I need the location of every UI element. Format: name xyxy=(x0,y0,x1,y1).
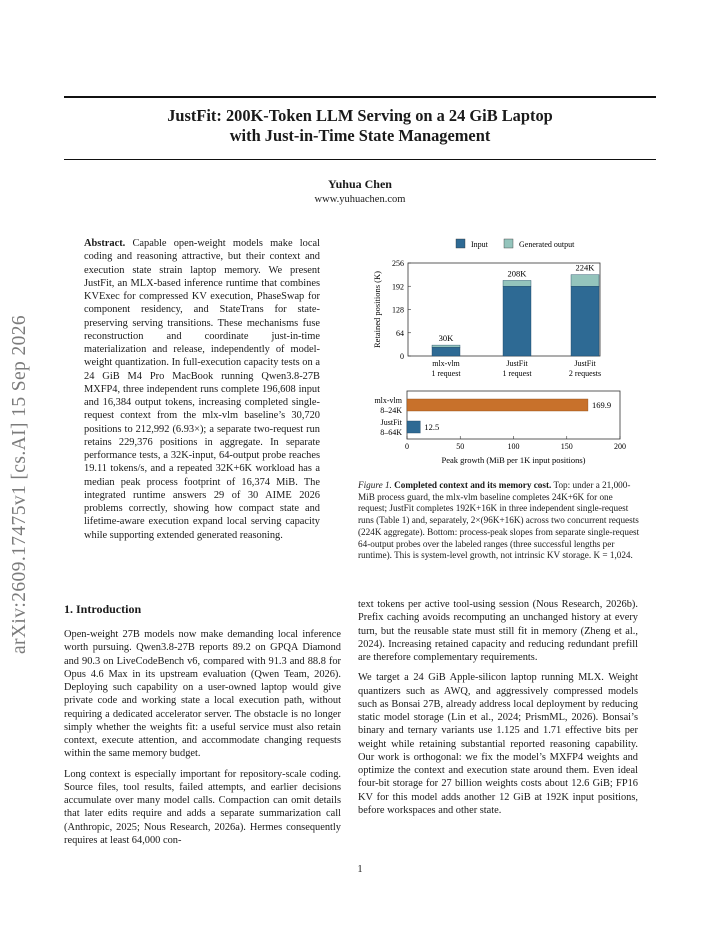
bottom-x-axis-label: Peak growth (MiB per 1K input positions) xyxy=(441,455,586,465)
intro-paragraph-2: Long context is especially important for repository-scale coding. Source files, tool results, failed attempts, and earlier decisions accumulate over many model calls. Compaction can omit details that later edits require and adds a separate summarization call (Anthropic, 2025; Nous Research, 2026a). Hermes consequently requires at least 64,000 con- xyxy=(64,768,341,846)
figure-caption-title: Completed context and its memory cost. xyxy=(394,480,552,490)
bar-generated-2 xyxy=(571,275,599,287)
title-bottom-rule xyxy=(64,159,656,160)
y-tick-label-64: 64 xyxy=(396,328,404,338)
legend-swatch-input xyxy=(456,239,465,248)
bar-input-0 xyxy=(432,347,460,356)
x-tick-label-100: 100 xyxy=(507,442,520,451)
bar-input-1 xyxy=(503,286,531,356)
x-tick-label-150: 150 xyxy=(560,442,573,451)
intro-paragraph-3: text tokens per active tool-using session (Nous Research, 2026b). Prefix caching avoids recomputing an unchanged history at every turn, but the reusable state must still fit in memory (Zheng et al., 2024). Increasing retained capacity and reducing redundant prefill are therefore complementary requirements. xyxy=(358,599,638,663)
figure-caption-label: Figure 1. xyxy=(358,480,392,490)
category-label-1-line2: 1 request xyxy=(502,369,532,378)
category-label-1-line1: JustFit xyxy=(506,359,528,368)
figure-1-caption xyxy=(358,480,640,562)
bar-total-label-1: 208K xyxy=(507,268,527,279)
bar-generated-0 xyxy=(432,345,460,347)
abstract xyxy=(84,237,320,542)
bar-total-label-2: 224K xyxy=(575,262,595,273)
paper-title-line2: with Just-in-Time State Management xyxy=(229,126,491,145)
legend-swatch-generated xyxy=(504,239,513,248)
arxiv-identifier: arXiv:2609.17475v1 [cs.AI] 15 Sep 2026 xyxy=(9,314,30,654)
x-tick-label-200: 200 xyxy=(614,442,626,451)
intro-right-column xyxy=(358,598,638,824)
bar-generated-1 xyxy=(503,280,531,286)
abstract-label: Abstract. xyxy=(84,238,126,249)
x-tick-label-50: 50 xyxy=(456,442,465,451)
y-tick-label-128: 128 xyxy=(392,305,404,315)
page-number: 1 xyxy=(357,864,363,875)
abstract-text: Capable open-weight models make local coding and reasoning attractive, but their context and execution state strain laptop memory. We present JustFit, an MLX-based inference runtime that combines KVExec for compressed KV execution, PhaseSwap for component residency, and StateTrans for state-preserving serving transitions. These mechanisms fuse reconstruction and coordinate just-in-time materialization and release, independently of model-weight quantization. In full-execution capacity tests on a 24 GiB M4 Pro MacBook running Qwen3.8-27B MXFP4, three independent runs complete 196,608 input and 16,384 output tokens, increasing completed single-request context from the mlx-vlm baseline’s 30,720 positions to 212,992 (6.93×); a separate two-request run retains 229,376 positions in aggregate. In separate performance tests, a 32K-input, 64-output probe reaches 19.11 tokens/s, and a repeated 32K+6K workload has a median peak process footprint of 16,374 MiB. The integrated runtime answers 29 of 30 AIME 2026 problems correctly, showing how compact state and lifetime-aware execution expand local serving capacity while supporting extended generated reasoning. xyxy=(84,238,320,541)
intro-left-column xyxy=(64,628,341,854)
slope-category-label-0-line1: mlx-vlm xyxy=(374,396,402,405)
y-tick-label-256: 256 xyxy=(392,259,404,268)
intro-paragraph-1: Open-weight 27B models now make demanding local inference worth pursuing. Qwen3.8-27B reports 89.2 on GPQA Diamond and 90.3 on LiveCodeBench v6, compared with 91.3 and 88.8 for Opus 4.6 Max in its upstream evaluation (Qwen Team, 2026). Deploying such capability on a user-owned laptop would give private code and working state a local execution path, without requiring a dedicated accelerator server. The obstacle is no longer simply whether the weights fit: a useful service must also retain context, execute attention, and accommodate changing requests within the same memory budget. xyxy=(64,629,341,760)
y-tick-label-0: 0 xyxy=(400,352,404,361)
x-tick-label-0: 0 xyxy=(405,442,409,451)
slope-value-label-1: 12.5 xyxy=(424,422,440,432)
figure-1-chart xyxy=(358,236,648,476)
author-name: Yuhua Chen xyxy=(328,177,392,191)
bar-total-label-0: 30K xyxy=(438,333,454,344)
author-url: www.yuhuachen.com xyxy=(314,194,406,205)
y-tick-label-192: 192 xyxy=(392,282,404,292)
bar-input-2 xyxy=(571,286,599,356)
top-y-axis-label: Retained positions (K) xyxy=(372,271,382,348)
category-label-2-line1: JustFit xyxy=(574,359,596,368)
category-label-2-line2: 2 requests xyxy=(568,369,602,378)
section-heading-introduction: 1. Introduction xyxy=(64,602,142,616)
title-top-rule xyxy=(64,96,656,98)
paper-title xyxy=(64,106,656,146)
category-label-0-line2: 1 request xyxy=(431,369,461,378)
slope-category-label-1-line2: 8–64K xyxy=(380,428,402,437)
figure-1 xyxy=(358,236,648,476)
category-label-0-line1: mlx-vlm xyxy=(432,359,460,368)
slope-category-label-0-line2: 8–24K xyxy=(380,406,402,415)
slope-bar-0 xyxy=(407,399,588,411)
legend-label-generated: Generated output xyxy=(519,240,575,249)
intro-paragraph-4: We target a 24 GiB Apple-silicon laptop running MLX. Weight quantizers such as AWQ, and aggressively compressed models such as Bonsai 27B, already address local deployment by reducing static model storage (Lin et al., 2024; PrismML, 2026). Bonsai’s binary and ternary variants use 1.125 and 1.71 effective bits per weight while retaining substantial reported reasoning capability. Our work is orthogonal: we fix the model’s MXFP4 weights and optimize the context and execution state around them. Even ideal four-bit storage for 27 billion weights costs about 12.6 GiB; FP16 KV for this model adds another 12 GiB at 192K input positions, before workspaces and other state. xyxy=(358,672,638,816)
paper-title-line1: JustFit: 200K-Token LLM Serving on a 24 GiB Laptop xyxy=(167,106,553,125)
slope-category-label-1-line1: JustFit xyxy=(380,418,402,427)
slope-bar-1 xyxy=(407,421,420,433)
legend-label-input: Input xyxy=(471,240,488,249)
figure-caption-text: Top: under a 21,000-MiB process guard, the mlx-vlm baseline completes 24K+6K for one request; JustFit completes 192K+16K in three independent single-request runs (Table 1) and, separately, 2×(96K+16K) across two concurrent requests (224K aggregate). Bottom: process-peak slopes from separate single-request 64-output probes over the labeled ranges (three successful lengths per runtime). This is system-level growth, not intrinsic KV storage. K = 1,024. xyxy=(358,480,640,561)
slope-value-label-0: 169.9 xyxy=(591,400,612,410)
